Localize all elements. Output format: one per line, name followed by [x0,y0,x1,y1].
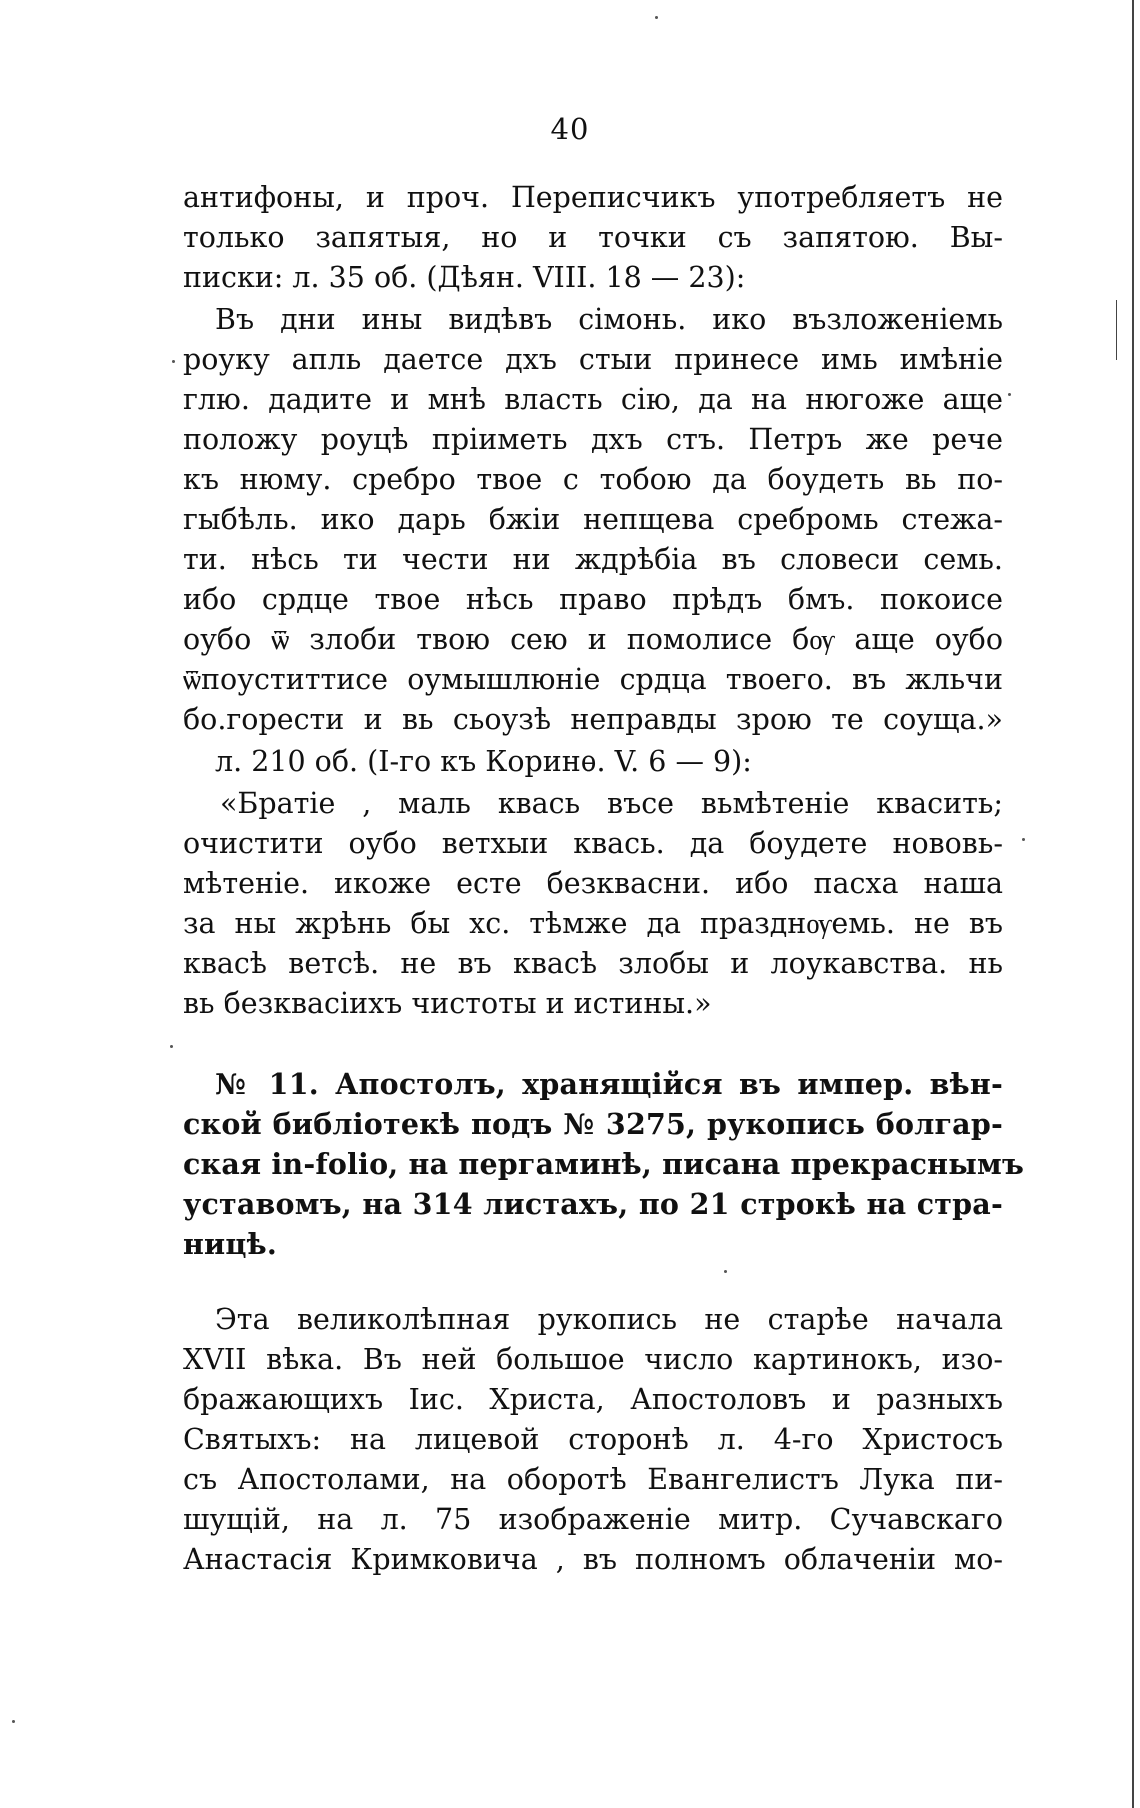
scan-edge-line [1132,0,1134,1808]
scan-edge-mark [1116,300,1117,360]
entry-heading-line: ницѣ. [183,1227,278,1261]
quoted-text-line: положу роуцѣ пріиметь дхъ стъ. Петръ же рече [183,423,1003,456]
text-line: писки: л. 35 об. (Дѣян. VIII. 18 — 23): [183,261,746,294]
quoted-text-line: за ны жрѣнь бы хс. тѣмже да празднѹемь. не въ [183,907,1003,940]
quoted-text-line: ибо срдце твое нѣсь право прѣдъ бмъ. покоисе [183,583,1003,616]
text-line: л. 210 об. (І-го къ Коринѳ. V. 6 — 9): [215,745,752,778]
scan-speck [1022,838,1025,841]
quoted-text-line: очистити оубо ветхыи квась. да боудете нововь- [183,827,1003,860]
scan-speck [170,1045,173,1048]
entry-heading-line: № 11. Апостолъ, хранящійся въ импер. вѣн- [215,1067,1003,1101]
scan-speck [655,16,658,19]
text-line: Эта великолѣпная рукопись не старѣе начала [215,1303,1003,1336]
quoted-text-line: оубо ѿ злоби твою сею и помолисе бѹ аще оубо [183,623,1003,656]
text-line: Анастасія Кримковича , въ полномъ облаченіи мо- [183,1543,1003,1576]
text-line: Святыхъ: на лицевой сторонѣ л. 4-го Христосъ [183,1423,1003,1456]
quoted-text-line: вь безквасіихъ чистоты и истины.» [183,987,712,1020]
quoted-text-line: «Братіе , маль квась въсе вьмѣтеніе квасить; [220,787,1003,820]
scan-speck [724,1270,727,1273]
scan-speck [172,360,175,363]
quoted-text-line: бо.горести и вь сьоузѣ неправды зрою те соуща.» [183,703,1003,736]
entry-heading-line: ской библіотекѣ подъ № 3275, рукопись болгар- [183,1107,1003,1141]
text-line: XVII вѣка. Въ ней большое число картинокъ, изо- [183,1343,1003,1376]
quoted-text-line: роуку апль даетсе дхъ стыи принесе имь имѣніе [183,343,1003,376]
text-line: съ Апостолами, на оборотѣ Евангелистъ Лука пи- [183,1463,1003,1496]
text-line: бражающихъ Іис. Христа, Апостоловъ и разныхъ [183,1383,1003,1416]
quoted-text-line: ѿпоуститтисе оумышлюніе срдца твоего. въ жльчи [183,663,1003,696]
quoted-text-line: Въ дни ины видѣвъ сімонь. ико възложеніемь [215,303,1003,336]
entry-heading-line: ская in-folio, на пергаминѣ, писана прекраснымъ [183,1147,1025,1181]
text-line: шущій, на л. 75 изображеніе митр. Сучавскаго [183,1503,1003,1536]
quoted-text-line: ти. нѣсь ти чести ни ждрѣбіа въ словеси семь. [183,543,1003,576]
scan-speck [12,1720,15,1723]
quoted-text-line: квасѣ ветсѣ. не въ квасѣ злобы и лоукавства. нь [183,947,1003,980]
entry-heading-line: уставомъ, на 314 листахъ, по 21 строкѣ на стра- [183,1187,1003,1221]
quoted-text-line: къ нюму. сребро твое с тобою да боудеть вь по- [183,463,1003,496]
scan-speck [1008,393,1011,396]
quoted-text-line: мѣтеніе. икоже есте безквасни. ибо пасха наша [183,867,1003,900]
quoted-text-line: гыбѣль. ико дарь бжіи непщева сребромь стежа- [183,503,1003,536]
quoted-text-line: глю. дадите и мнѣ власть сію, да на нюгоже аще [183,383,1003,416]
text-line: антифоны, и проч. Переписчикъ употребляетъ не [183,181,1003,214]
page-number: 40 [550,112,590,146]
text-line: только запятыя, но и точки съ запятою. Вы- [183,221,1003,254]
